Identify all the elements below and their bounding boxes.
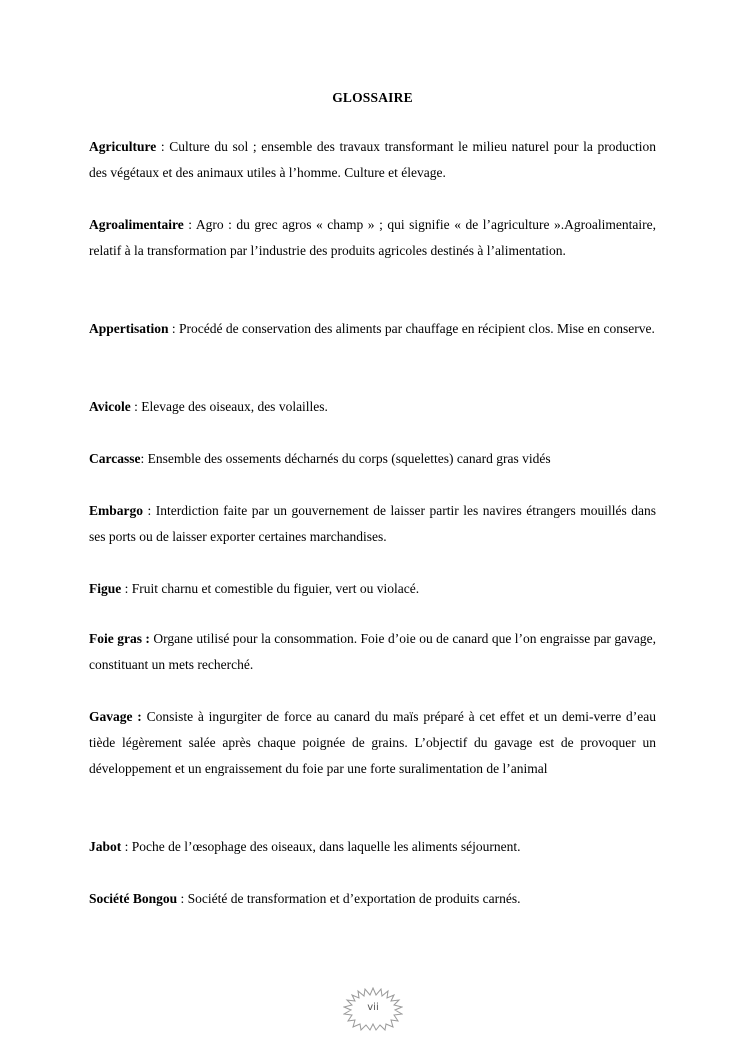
glossary-term: Foie gras :: [89, 631, 150, 646]
page-number: vii: [367, 1002, 379, 1013]
glossary-entry-foie-gras: [89, 626, 656, 678]
glossary-entry-avicole: [89, 394, 656, 420]
glossary-definition: : Procédé de conservation des aliments par chauffage en récipient clos. Mise en conserve.: [168, 321, 655, 336]
glossary-entry-gavage: [89, 704, 656, 782]
glossary-term: Jabot: [89, 839, 122, 854]
glossary-entry-societe-bongou: [89, 886, 656, 912]
glossary-term: Figue: [89, 581, 122, 596]
glossary-definition: : Société de transformation et d’exportation de produits carnés.: [177, 891, 521, 906]
glossary-definition: : Poche de l’œsophage des oiseaux, dans laquelle les aliments séjournent.: [121, 839, 521, 854]
glossary-entry-jabot: [89, 834, 656, 860]
glossary-term: Agriculture: [89, 139, 157, 154]
glossary-definition: : Culture du sol ; ensemble des travaux transformant le milieu naturel pour la production des végétaux et des animaux utiles à l’homme. Culture et élevage.: [89, 139, 656, 180]
glossary-term: Avicole: [89, 399, 131, 414]
glossary-term: Carcasse: [89, 451, 141, 466]
glossary-definition: Organe utilisé pour la consommation. Foie d’oie ou de canard que l’on engraisse par gavage, constituant un mets recherché.: [89, 631, 656, 672]
glossary-definition: : Agro : du grec agros « champ » ; qui signifie « de l’agriculture ».Agroalimentaire, relatif à la transformation par l’industrie des produits agricoles destinés à l’alimentation.: [89, 217, 656, 258]
glossary-entry-agroalimentaire: [89, 212, 656, 264]
glossary-term: Société Bongou: [89, 891, 178, 906]
glossary-entry-figue: [89, 576, 656, 602]
glossary-term: Agroalimentaire: [89, 217, 184, 232]
glossary-definition: : Fruit charnu et comestible du figuier, vert ou violacé.: [121, 581, 420, 596]
glossary-definition: : Ensemble des ossements décharnés du corps (squelettes) canard gras vidés: [140, 451, 551, 466]
glossary-entry-embargo: [89, 498, 656, 550]
page-number-badge: [343, 987, 403, 1031]
glossary-term: Appertisation: [89, 321, 169, 336]
glossary-term: Embargo: [89, 503, 143, 518]
page-title: GLOSSAIRE: [332, 90, 413, 105]
glossary-term: Gavage :: [89, 709, 142, 724]
glossary-definition: Consiste à ingurgiter de force au canard du maïs préparé à cet effet et un demi-verre d’eau tiède légèrement salée après chaque poignée de grains. L’objectif du gavage est de provoquer un développement et un engraissement du foie par une forte suralimentation de l’animal: [89, 709, 656, 776]
glossary-entry-carcasse: [89, 446, 656, 472]
glossary-entry-agriculture: [89, 134, 656, 186]
glossary-entry-appertisation: [89, 316, 656, 342]
glossary-definition: : Interdiction faite par un gouvernement de laisser partir les navires étrangers mouillés dans ses ports ou de laisser exporter certaines marchandises.: [89, 503, 656, 544]
glossary-definition: : Elevage des oiseaux, des volailles.: [130, 399, 328, 414]
